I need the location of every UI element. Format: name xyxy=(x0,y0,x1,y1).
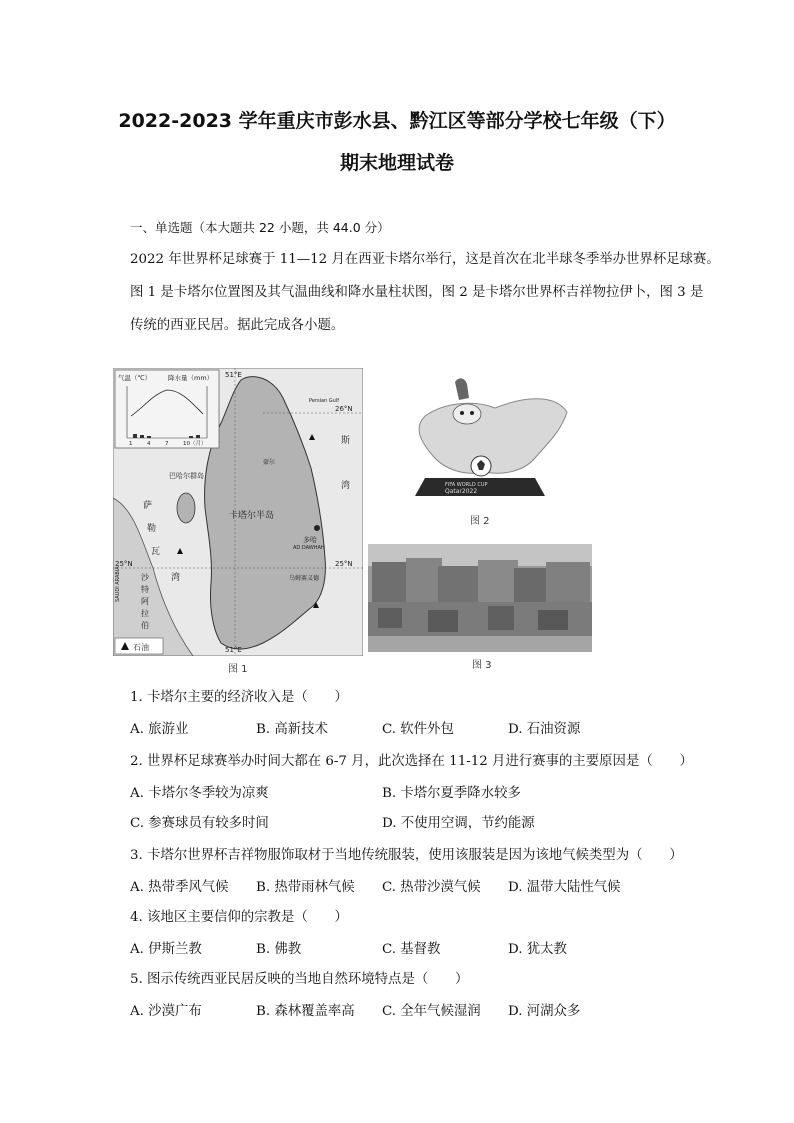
question-2-option-c[interactable]: C. 参赛球员有较多时间 xyxy=(130,816,269,831)
question-2-option-a[interactable]: A. 卡塔尔冬季较为凉爽 xyxy=(130,786,269,801)
intro-line-1: 2022 年世界杯足球赛于 11—12 月在西亚卡塔尔举行，这是首次在北半球冬季举办世界杯足球赛。 xyxy=(130,252,720,267)
lat-25-right-label: 25°N xyxy=(335,560,353,568)
qatar-peninsula-label: 卡塔尔半岛 xyxy=(229,511,275,521)
section-heading: 一、单选题（本大题共 22 小题，共 44.0 分） xyxy=(130,220,390,235)
climate-x-tick-4: 4 xyxy=(147,441,151,447)
salwa-char-2: 勒 xyxy=(147,524,157,534)
alkhor-label: 豪尔 xyxy=(263,459,276,466)
figure-1-map xyxy=(113,368,363,656)
saudi-char-1: 沙 xyxy=(141,573,149,582)
figure-2-mascot xyxy=(385,372,575,510)
page-title-line2: 期末地理试卷 xyxy=(339,152,454,174)
page-title-line1: 2022-2023 学年重庆市彭水县、黔江区等部分学校七年级（下） xyxy=(118,110,676,132)
question-5-option-c[interactable]: C. 全年气候湿润 xyxy=(382,1004,481,1019)
climate-x-tick-1: 1 xyxy=(129,441,133,447)
question-2-stem: 2. 世界杯足球赛举办时间大都在 6-7 月，此次选择在 11-12 月进行赛事的主要原因是（ ） xyxy=(130,754,693,769)
doha-label: 多哈 xyxy=(303,536,317,544)
saudi-char-4: 拉 xyxy=(141,609,149,618)
question-3-option-c[interactable]: C. 热带沙漠气候 xyxy=(382,880,481,895)
question-3-option-a[interactable]: A. 热带季风气候 xyxy=(130,880,229,895)
doha-marker xyxy=(314,525,320,531)
persian-gulf-en-label: Persian Gulf xyxy=(309,398,339,404)
intro-line-2: 图 1 是卡塔尔位置图及其气温曲线和降水量柱状图，图 2 是卡塔尔世界杯吉祥物拉伊卜，图 3 是 xyxy=(130,285,704,300)
doha-en-label: AD DAWHAH xyxy=(293,545,325,551)
saudi-en-label: SAUDI ARABIA xyxy=(115,566,121,602)
saudi-char-2: 特 xyxy=(141,585,149,594)
salwa-char-3: 瓦 xyxy=(151,547,161,557)
question-5-option-b[interactable]: B. 森林覆盖率高 xyxy=(256,1004,355,1019)
question-1-option-d[interactable]: D. 石油资源 xyxy=(508,722,581,737)
question-4-option-c[interactable]: C. 基督教 xyxy=(382,942,441,957)
question-1-stem: 1. 卡塔尔主要的经济收入是（ ） xyxy=(130,690,348,705)
bay-char: 湾 xyxy=(171,573,181,583)
intro-line-3: 传统的西亚民居。据此完成各小题。 xyxy=(130,318,345,333)
question-4-stem: 4. 该地区主要信仰的宗教是（ ） xyxy=(130,910,348,925)
climate-temp-label: 气温（℃） xyxy=(118,374,152,382)
saudi-char-3: 阿 xyxy=(141,597,149,606)
question-5-option-a[interactable]: A. 沙漠广布 xyxy=(130,1004,202,1019)
wakrah-label: 乌姆赛义德 xyxy=(289,575,320,582)
saudi-char-5: 伯 xyxy=(141,621,149,630)
climate-x-tick-10: 10（月） xyxy=(183,441,207,447)
mascot-svg xyxy=(385,372,575,510)
question-3-option-d[interactable]: D. 温带大陆性气候 xyxy=(508,880,621,895)
figure-3-caption: 图 3 xyxy=(472,660,492,671)
figure-2-caption: 图 2 xyxy=(470,516,490,527)
bahrain-island xyxy=(177,493,195,523)
question-1-option-a[interactable]: A. 旅游业 xyxy=(130,722,189,737)
lat-26-label: 26°N xyxy=(335,405,353,413)
oil-legend-label: 石油 xyxy=(133,643,149,652)
base-text-2: Qatar2022 xyxy=(445,488,478,495)
question-2-option-d[interactable]: D. 不使用空调，节约能源 xyxy=(382,816,535,831)
question-4-option-b[interactable]: B. 佛教 xyxy=(256,942,302,957)
lat-25-left-label: 25°N xyxy=(115,560,133,568)
question-4-option-a[interactable]: A. 伊斯兰教 xyxy=(130,942,202,957)
question-5-stem: 5. 图示传统西亚民居反映的当地自然环境特点是（ ） xyxy=(130,972,469,987)
gulf-char-2: 湾 xyxy=(341,481,351,491)
figure-3-houses xyxy=(368,544,592,652)
qatar-map-svg xyxy=(113,368,363,656)
climate-precip-label: 降水量（mm） xyxy=(168,374,214,382)
question-1-option-c[interactable]: C. 软件外包 xyxy=(382,722,454,737)
question-1-option-b[interactable]: B. 高新技术 xyxy=(256,722,328,737)
figure-1-caption: 图 1 xyxy=(228,664,248,675)
question-3-stem: 3. 卡塔尔世界杯吉祥物服饰取材于当地传统服装，使用该服装是因为该地气候类型为（ ） xyxy=(130,848,683,863)
lon-bottom-label: 51°E xyxy=(225,646,242,654)
question-3-option-b[interactable]: B. 热带雨林气候 xyxy=(256,880,355,895)
gulf-char-1: 斯 xyxy=(341,436,351,446)
question-4-option-d[interactable]: D. 犹太教 xyxy=(508,942,567,957)
question-2-option-b[interactable]: B. 卡塔尔夏季降水较多 xyxy=(382,786,521,801)
question-5-option-d[interactable]: D. 河湖众多 xyxy=(508,1004,581,1019)
base-text-1: FIFA WORLD CUP xyxy=(445,482,488,488)
salwa-char-1: 萨 xyxy=(143,501,153,511)
climate-x-tick-7: 7 xyxy=(165,441,169,447)
bahrain-archipelago-label: 巴哈尔群岛 xyxy=(169,472,204,480)
lon-top-label: 51°E xyxy=(225,371,242,379)
houses-photo-svg xyxy=(368,544,592,652)
